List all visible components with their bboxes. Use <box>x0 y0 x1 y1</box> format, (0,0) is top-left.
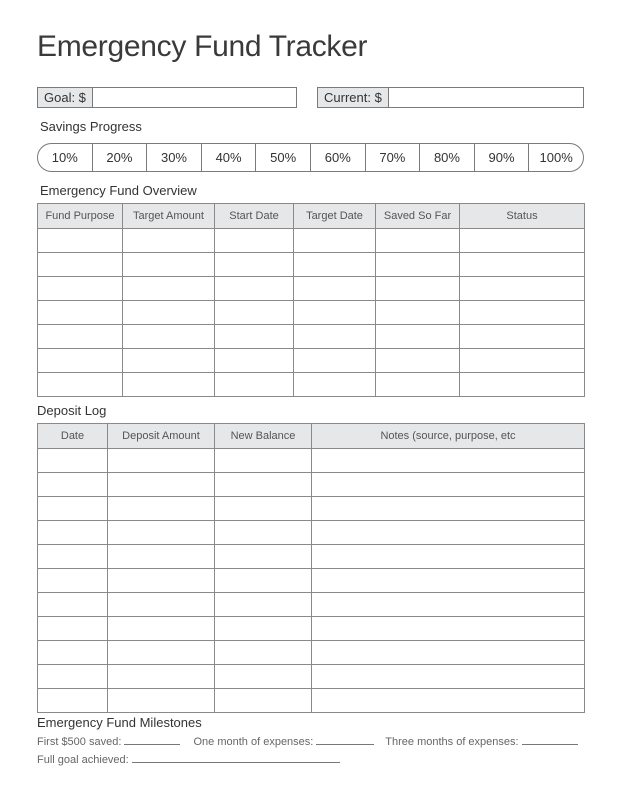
table-cell[interactable] <box>38 229 123 253</box>
table-cell[interactable] <box>215 593 312 617</box>
table-cell[interactable] <box>460 277 585 301</box>
table-cell[interactable] <box>108 665 215 689</box>
table-cell[interactable] <box>215 373 294 397</box>
table-row <box>38 229 585 253</box>
overview-label: Emergency Fund Overview <box>40 183 197 198</box>
column-header: Target Date <box>294 204 376 229</box>
column-header: Status <box>460 204 585 229</box>
column-header: Fund Purpose <box>38 204 123 229</box>
table-row <box>38 641 585 665</box>
progress-segment[interactable]: 20% <box>93 144 148 171</box>
table-cell[interactable] <box>108 641 215 665</box>
table-row <box>38 253 585 277</box>
table-cell[interactable] <box>376 229 460 253</box>
table-cell[interactable] <box>312 593 585 617</box>
table-cell[interactable] <box>312 521 585 545</box>
milestone-blank[interactable] <box>132 754 340 763</box>
milestone-label: Three months of expenses: <box>385 736 519 748</box>
table-header-row <box>38 424 585 449</box>
table-cell[interactable] <box>38 689 108 713</box>
table-cell[interactable] <box>376 373 460 397</box>
milestone-blank[interactable] <box>124 736 180 745</box>
table-cell[interactable] <box>215 229 294 253</box>
table-cell[interactable] <box>312 641 585 665</box>
table-cell[interactable] <box>460 373 585 397</box>
table-cell[interactable] <box>215 641 312 665</box>
current-field <box>317 87 584 108</box>
progress-segment[interactable]: 40% <box>202 144 257 171</box>
table-cell[interactable] <box>376 301 460 325</box>
table-cell[interactable] <box>312 497 585 521</box>
table-header-row <box>38 204 585 229</box>
table-cell[interactable] <box>215 301 294 325</box>
progress-segment[interactable]: 100% <box>539 150 573 165</box>
table-row <box>38 521 585 545</box>
table-cell[interactable] <box>376 349 460 373</box>
table-cell[interactable] <box>108 521 215 545</box>
table-row <box>38 617 585 641</box>
table-cell[interactable] <box>38 641 108 665</box>
table-cell[interactable] <box>294 229 376 253</box>
table-row <box>38 349 585 373</box>
column-header: Target Amount <box>123 204 215 229</box>
table-cell[interactable] <box>108 689 215 713</box>
table-cell[interactable] <box>376 277 460 301</box>
column-header: Notes (source, purpose, etc <box>312 424 585 449</box>
table-row <box>38 545 585 569</box>
table-cell[interactable] <box>294 325 376 349</box>
table-cell[interactable] <box>38 325 123 349</box>
progress-segment[interactable]: 90% <box>475 144 530 171</box>
table-cell[interactable] <box>312 545 585 569</box>
table-cell[interactable] <box>460 253 585 277</box>
table-cell[interactable] <box>38 521 108 545</box>
savings-progress-label: Savings Progress <box>40 119 142 134</box>
table-cell[interactable] <box>312 449 585 473</box>
table-row <box>38 689 585 713</box>
table-cell[interactable] <box>460 349 585 373</box>
progress-segment[interactable]: 60% <box>311 144 366 171</box>
table-cell[interactable] <box>215 497 312 521</box>
column-header: Date <box>38 424 108 449</box>
savings-progress-bar <box>37 143 584 172</box>
deposit-log-table <box>37 423 585 713</box>
table-cell[interactable] <box>38 349 123 373</box>
overview-table <box>37 203 585 397</box>
table-cell[interactable] <box>460 301 585 325</box>
progress-segment[interactable]: 10% <box>38 144 93 171</box>
goal-input[interactable] <box>93 88 296 107</box>
table-cell[interactable] <box>108 593 215 617</box>
table-cell[interactable] <box>460 229 585 253</box>
progress-segment[interactable]: 80% <box>420 144 475 171</box>
table-cell[interactable] <box>38 449 108 473</box>
table-cell[interactable] <box>312 689 585 713</box>
column-header: Deposit Amount <box>108 424 215 449</box>
milestone-label: First $500 saved: <box>37 736 122 748</box>
table-cell[interactable] <box>123 325 215 349</box>
progress-segment[interactable]: 70% <box>366 144 421 171</box>
column-header: New Balance <box>215 424 312 449</box>
deposit-log-label: Deposit Log <box>37 403 107 418</box>
table-cell[interactable] <box>123 277 215 301</box>
table-cell[interactable] <box>123 301 215 325</box>
table-cell[interactable] <box>38 277 123 301</box>
table-cell[interactable] <box>38 301 123 325</box>
table-cell[interactable] <box>38 497 108 521</box>
table-cell[interactable] <box>108 497 215 521</box>
table-cell[interactable] <box>38 373 123 397</box>
progress-segment[interactable]: 30% <box>147 144 202 171</box>
table-cell[interactable] <box>312 617 585 641</box>
table-cell[interactable] <box>38 665 108 689</box>
table-row <box>38 593 585 617</box>
table-cell[interactable] <box>215 325 294 349</box>
table-cell[interactable] <box>38 253 123 277</box>
table-cell[interactable] <box>460 325 585 349</box>
table-cell[interactable] <box>215 349 294 373</box>
table-cell[interactable] <box>376 253 460 277</box>
table-cell[interactable] <box>108 617 215 641</box>
table-row <box>38 449 585 473</box>
table-cell[interactable] <box>215 253 294 277</box>
current-label: Current: $ <box>318 88 389 107</box>
table-cell[interactable] <box>38 473 108 497</box>
column-header: Start Date <box>215 204 294 229</box>
table-cell[interactable] <box>294 277 376 301</box>
table-cell[interactable] <box>294 301 376 325</box>
table-cell[interactable] <box>294 253 376 277</box>
table-cell[interactable] <box>215 689 312 713</box>
table-cell[interactable] <box>215 449 312 473</box>
current-input[interactable] <box>389 88 583 107</box>
table-row <box>38 325 585 349</box>
goal-label: Goal: $ <box>38 88 93 107</box>
table-row <box>38 277 585 301</box>
table-cell[interactable] <box>215 617 312 641</box>
table-cell[interactable] <box>312 665 585 689</box>
milestones-row-2 <box>37 754 340 766</box>
table-cell[interactable] <box>123 229 215 253</box>
milestone-blank[interactable] <box>316 736 374 745</box>
table-cell[interactable] <box>312 569 585 593</box>
table-cell[interactable] <box>215 277 294 301</box>
table-cell[interactable] <box>38 545 108 569</box>
table-row <box>38 569 585 593</box>
milestone-label: Full goal achieved: <box>37 754 129 766</box>
table-cell[interactable] <box>108 569 215 593</box>
column-header: Saved So Far <box>376 204 460 229</box>
milestones-label: Emergency Fund Milestones <box>37 715 202 730</box>
table-cell[interactable] <box>312 473 585 497</box>
milestone-blank[interactable] <box>522 736 578 745</box>
table-cell[interactable] <box>215 521 312 545</box>
table-cell[interactable] <box>108 473 215 497</box>
table-cell[interactable] <box>123 253 215 277</box>
table-row <box>38 473 585 497</box>
table-cell[interactable] <box>108 545 215 569</box>
table-cell[interactable] <box>123 349 215 373</box>
table-cell[interactable] <box>108 449 215 473</box>
table-cell[interactable] <box>215 569 312 593</box>
table-row <box>38 665 585 689</box>
table-cell[interactable] <box>294 373 376 397</box>
table-row <box>38 497 585 521</box>
milestone-label: One month of expenses: <box>193 736 314 748</box>
table-cell[interactable] <box>215 665 312 689</box>
table-row <box>38 373 585 397</box>
table-cell[interactable] <box>215 545 312 569</box>
page-title: Emergency Fund Tracker <box>37 30 368 63</box>
table-cell[interactable] <box>38 593 108 617</box>
table-cell[interactable] <box>294 349 376 373</box>
table-cell[interactable] <box>376 325 460 349</box>
milestones-row-1 <box>37 736 578 748</box>
table-cell[interactable] <box>215 473 312 497</box>
table-row <box>38 301 585 325</box>
goal-field <box>37 87 297 108</box>
table-cell[interactable] <box>38 617 108 641</box>
table-cell[interactable] <box>38 569 108 593</box>
table-cell[interactable] <box>123 373 215 397</box>
progress-segment[interactable]: 50% <box>256 144 311 171</box>
